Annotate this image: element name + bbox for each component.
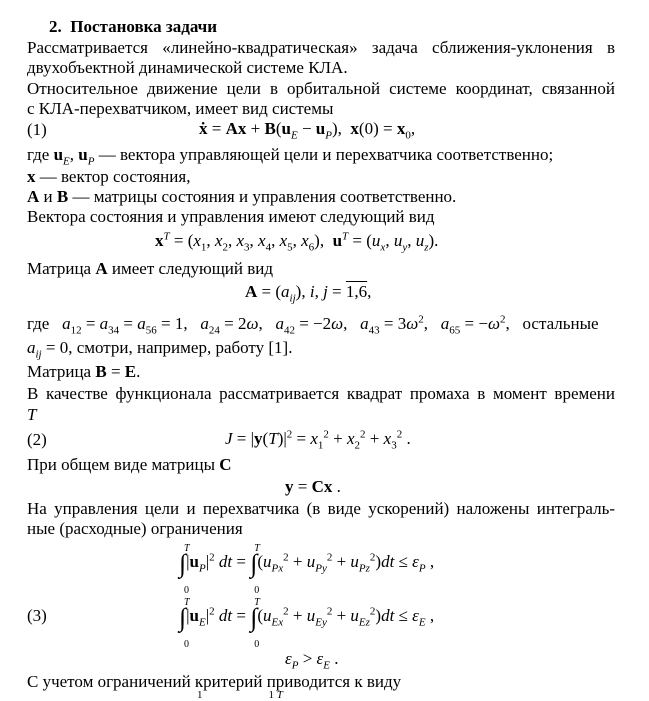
paragraph-line: с КЛА-перехватчиком, имеет вид системы [27, 99, 334, 118]
where-word: где [27, 314, 50, 333]
where-line: A и B — матрицы состояния и управления соответственно. [27, 187, 457, 206]
section-title: Постановка задачи [70, 17, 218, 36]
equation-2: $J = |y(T)|^2 = x_1^2 + x_2^2 + x_3^2$ . [225, 428, 411, 452]
paragraph-line: T [27, 405, 37, 424]
section-number: 2. [49, 17, 62, 36]
where-word: где [27, 145, 50, 164]
paragraph-line: Относительное движение цели в орбитальной системе координат, связанной [27, 79, 615, 98]
matrix-b-line: Матрица B = E. [27, 362, 141, 381]
paragraph-line: Рассматривается «линейно-квадратическая» задача сближения-уклонения в [27, 38, 615, 57]
equation-number: (1) [27, 120, 47, 139]
coefficients-line: где $a_{12} = a_{34} = a_{56} = 1$, $a_{24} = 2\omega$, $a_{42} = -2\omega$, $a_{43} = 3\omega^2$, $a_{65} = -\omega^2$, остальные [27, 313, 599, 337]
matrix-c-equation: y = Cx . [285, 477, 341, 496]
matrix-c-line: При общем виде матрицы C [27, 455, 232, 474]
paragraph-line: В качестве функционала рассматривается квадрат промаха в момент времени [27, 384, 615, 403]
where-line: x — вектор состояния, [27, 167, 191, 186]
and-word: и [43, 187, 53, 206]
equation-number: (3) [27, 606, 47, 625]
where-text: — вектора управляющей цели и перехватчика соответственно; [98, 145, 554, 164]
where-line: где $u_E$, $u_P$ — вектора управляющей цели и перехватчика соответственно; [27, 145, 554, 168]
where-text: — матрицы состояния и управления соответственно. [72, 187, 457, 206]
paragraph-line: С учетом ограничений критерий приводится к виду [27, 672, 402, 691]
paragraph-line: двухобъектной динамической системе КЛА. [27, 58, 348, 77]
equation-1: ẋ = $Ax + B(u_E - u_P)$, $x(0) = x_0$, [199, 119, 416, 142]
matrix-a-equation: $A = (a_{ij})$, i, j = 1,6, [245, 282, 372, 305]
paragraph-line: ные (расходные) ограничения [27, 519, 243, 538]
coefficients-line-2: $a_{ij} = 0$, смотри, например, работу [1]. [27, 338, 293, 361]
section-heading [49, 17, 217, 37]
matrix-a-tail: имеет следующий вид [111, 259, 274, 278]
paragraph-line: Вектора состояния и управления имеют следующий вид [27, 207, 435, 226]
constraint-e-equation: T 0 $\int|u_E|^2$ dt = T 0 $\int(u_{Ex}^2 + u_{Ey}^2 + u_{Ez}^2)dt \le \varepsilon_E$ , [179, 597, 435, 650]
matrix-a-line: Матрица A имеет следующий вид [27, 259, 274, 278]
equation-number: (2) [27, 430, 47, 449]
paragraph-line: На управления цели и перехватчика (в виде ускорений) наложены интеграль- [27, 499, 615, 518]
vectors-equation: $x^T = (x_1$, $x_2$, $x_3$, $x_4$, $x_5$, $x_6$), $u^T = (u_x$, $u_y$, $u_z$). [155, 230, 439, 254]
constraint-p-equation: T 0 $\int|u_P|^2$ dt = T 0 $\int(u_{Px}^2 + u_{Py}^2 + u_{Pz}^2)dt \le \varepsilon_P$ , [179, 543, 435, 596]
cut-off-formula: 1 1 T [197, 689, 283, 701]
matrix-c-intro: При общем виде матрицы [27, 455, 215, 474]
where-text: — вектор состояния, [39, 167, 191, 186]
epsilon-inequality: $\varepsilon_P > \varepsilon_E$ . [285, 649, 339, 672]
matrix-b-intro: Матрица [27, 362, 92, 381]
matrix-a-intro: Матрица [27, 259, 92, 278]
reference-text: , смотри, например, работу [1]. [68, 338, 293, 357]
others-word: остальные [522, 314, 599, 333]
